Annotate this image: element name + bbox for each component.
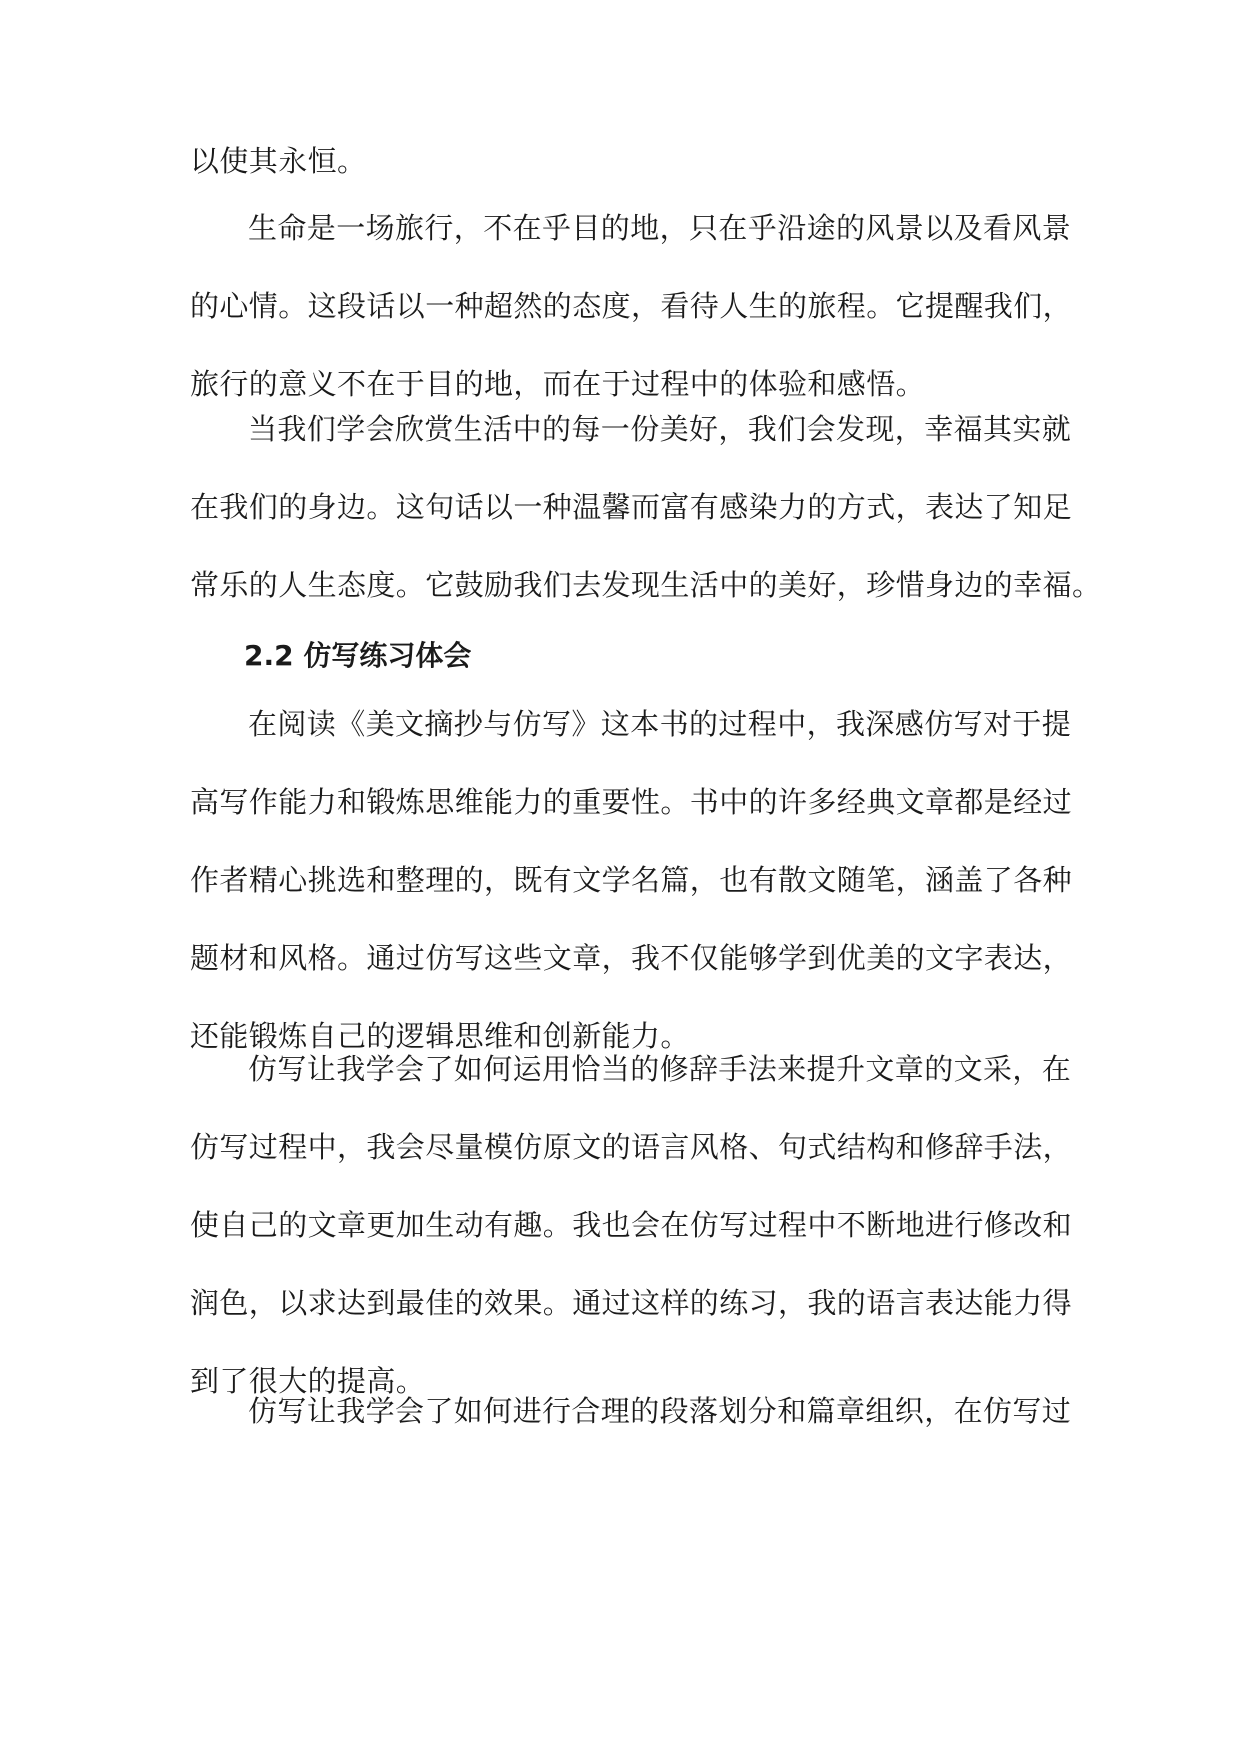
text-line: 使自己的文章更加生动有趣。我也会在仿写过程中不断地进行修改和: [190, 1208, 1073, 1242]
text-line: 的心情。这段话以一种超然的态度，看待人生的旅程。它提醒我们，: [190, 289, 1073, 323]
text-line: 仿写过程中，我会尽量模仿原文的语言风格、句式结构和修辞手法，: [190, 1130, 1073, 1164]
paragraph-structure: [190, 1390, 1072, 1432]
text-line: 仿写让我学会了如何进行合理的段落划分和篇章组织，在仿写过: [248, 1394, 1072, 1428]
text-line: 在我们的身边。这句话以一种温馨而富有感染力的方式，表达了知足: [190, 490, 1073, 524]
paragraph-journey: [190, 207, 1073, 405]
text-line: 生命是一场旅行，不在乎目的地，只在乎沿途的风景以及看风景: [248, 211, 1072, 245]
text-line: 以使其永恒。: [190, 144, 367, 178]
text-line: 还能锻炼自己的逻辑思维和创新能力。: [190, 1019, 690, 1053]
paragraph-reading: [190, 703, 1073, 1057]
text-line: 作者精心挑选和整理的，既有文学名篇，也有散文随笔，涵盖了各种: [190, 863, 1073, 897]
paragraph-rhetoric: [190, 1048, 1073, 1402]
paragraph-continuation: [190, 140, 1052, 182]
paragraph-happiness: [190, 408, 1102, 606]
text-line: 到了很大的提高。: [190, 1364, 426, 1398]
text-line: 润色，以求达到最佳的效果。通过这样的练习，我的语言表达能力得: [190, 1286, 1073, 1320]
text-line: 常乐的人生态度。它鼓励我们去发现生活中的美好，珍惜身边的幸福。: [190, 568, 1102, 602]
text-line: 旅行的意义不在于目的地，而在于过程中的体验和感悟。: [190, 367, 926, 401]
text-line: 在阅读《美文摘抄与仿写》这本书的过程中，我深感仿写对于提: [248, 707, 1072, 741]
section-heading: 2.2 仿写练习体会: [244, 639, 472, 672]
text-line: 仿写让我学会了如何运用恰当的修辞手法来提升文章的文采，在: [248, 1052, 1072, 1086]
text-line: 当我们学会欣赏生活中的每一份美好，我们会发现，幸福其实就: [248, 412, 1072, 446]
text-line: 高写作能力和锻炼思维能力的重要性。书中的许多经典文章都是经过: [190, 785, 1073, 819]
text-line: 题材和风格。通过仿写这些文章，我不仅能够学到优美的文字表达，: [190, 941, 1073, 975]
